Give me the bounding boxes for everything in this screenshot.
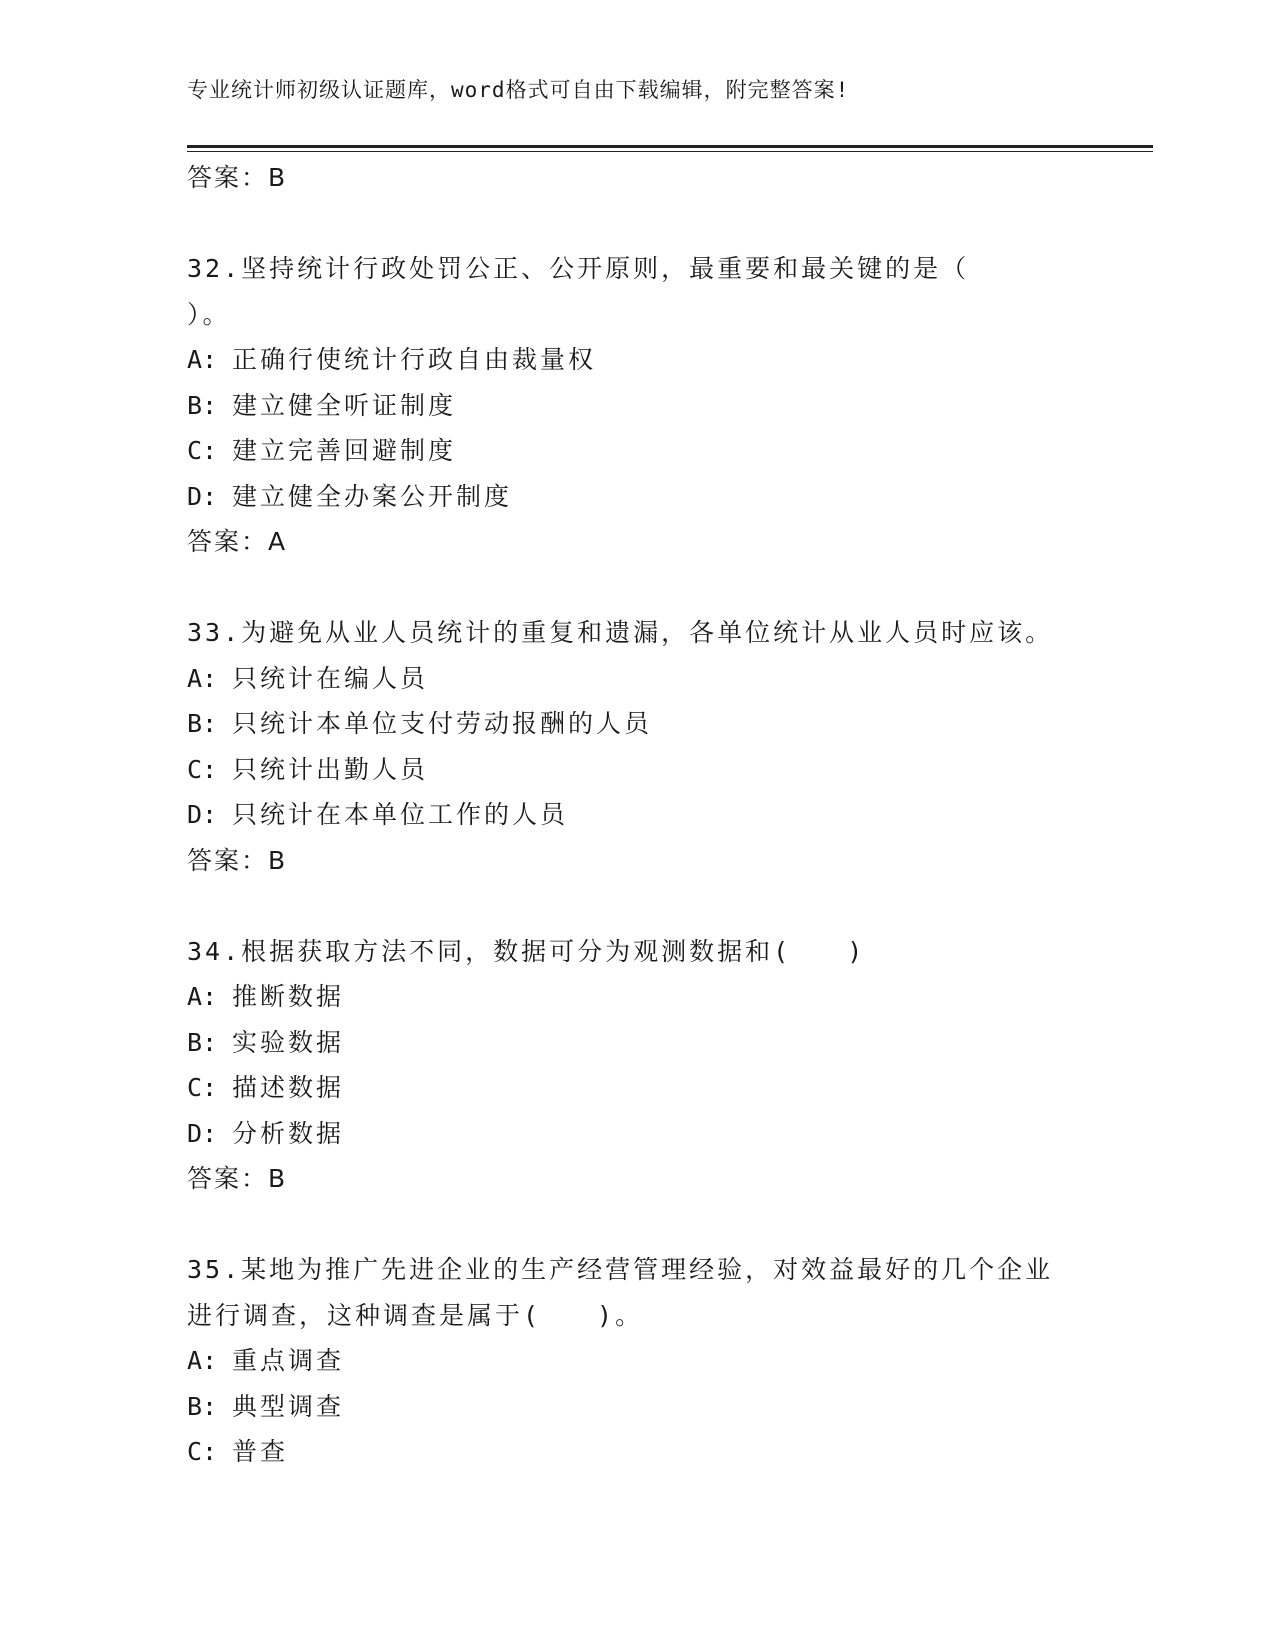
option-item xyxy=(187,474,1087,520)
question-stem: 34.根据获取方法不同，数据可分为观测数据和( ) xyxy=(187,936,866,966)
option-key: A: xyxy=(187,345,218,374)
option-key: B: xyxy=(187,709,218,738)
option-item xyxy=(187,428,1087,474)
question-stem: 33.为避免从业人员统计的重复和遗漏，各单位统计从业人员时应该。 xyxy=(187,618,1054,647)
question-stem: 32.坚持统计行政处罚公正、公开原则，最重要和最关键的是（ xyxy=(187,254,970,283)
question-stem: 进行调查，这种调查是属于( )。 xyxy=(187,1300,644,1330)
answer-line: 答案：B xyxy=(187,1164,288,1193)
option-key: C: xyxy=(187,754,218,784)
option-key: D: xyxy=(187,1118,218,1148)
question-block xyxy=(187,929,1087,1202)
option-text: 建立健全办案公开制度 xyxy=(232,481,513,511)
option-text: 只统计本单位支付劳动报酬的人员 xyxy=(232,709,653,738)
option-key: A: xyxy=(187,982,218,1011)
question-stem: ）。 xyxy=(187,299,231,329)
page-header: 专业统计师初级认证题库，word格式可自由下载编辑，附完整答案! xyxy=(187,78,850,102)
option-item xyxy=(187,1111,1087,1157)
option-text: 建立完善回避制度 xyxy=(232,436,457,465)
question-block xyxy=(187,246,1087,565)
answer-line: 答案：A xyxy=(187,527,288,556)
spacer xyxy=(187,565,1087,611)
option-text: 正确行使统计行政自由裁量权 xyxy=(232,345,597,374)
question-content xyxy=(187,155,1087,1475)
option-key: B: xyxy=(187,390,218,420)
option-item xyxy=(187,1338,1087,1384)
option-key: C: xyxy=(187,1073,218,1102)
option-text: 只统计出勤人员 xyxy=(232,754,429,784)
question-stem: 35.某地为推广先进企业的生产经营管理经验，对效益最好的几个企业 xyxy=(187,1255,1054,1284)
option-text: 只统计在本单位工作的人员 xyxy=(232,800,569,829)
option-item xyxy=(187,337,1087,383)
question-block xyxy=(187,1247,1087,1475)
spacer xyxy=(187,883,1087,929)
question-block xyxy=(187,610,1087,883)
option-item xyxy=(187,1065,1087,1111)
header-rule-thick xyxy=(187,145,1153,148)
option-key: B: xyxy=(187,1391,218,1421)
option-item xyxy=(187,383,1087,429)
spacer xyxy=(187,1202,1087,1248)
option-text: 普查 xyxy=(232,1437,289,1466)
answer-line: 答案：B xyxy=(187,845,288,875)
option-item xyxy=(187,1429,1087,1475)
option-key: A: xyxy=(187,663,218,693)
option-text: 推断数据 xyxy=(232,982,345,1011)
option-text: 只统计在编人员 xyxy=(232,663,429,693)
option-key: D: xyxy=(187,800,218,829)
option-text: 描述数据 xyxy=(232,1073,345,1102)
answer-line: 答案：B xyxy=(187,163,288,192)
option-key: C: xyxy=(187,436,218,465)
option-text: 实验数据 xyxy=(232,1027,345,1057)
option-item xyxy=(187,1384,1087,1430)
option-item xyxy=(187,1020,1087,1066)
option-text: 典型调查 xyxy=(232,1391,345,1421)
header-rule-thin xyxy=(187,151,1153,152)
option-item xyxy=(187,747,1087,793)
option-key: A: xyxy=(187,1346,218,1375)
option-text: 重点调查 xyxy=(232,1346,345,1375)
option-text: 分析数据 xyxy=(232,1118,345,1148)
option-item xyxy=(187,974,1087,1020)
option-text: 建立健全听证制度 xyxy=(232,390,457,420)
option-item xyxy=(187,792,1087,838)
option-item xyxy=(187,656,1087,702)
option-item xyxy=(187,701,1087,747)
spacer xyxy=(187,201,1087,247)
option-key: C: xyxy=(187,1437,218,1466)
option-key: D: xyxy=(187,481,218,511)
option-key: B: xyxy=(187,1027,218,1057)
